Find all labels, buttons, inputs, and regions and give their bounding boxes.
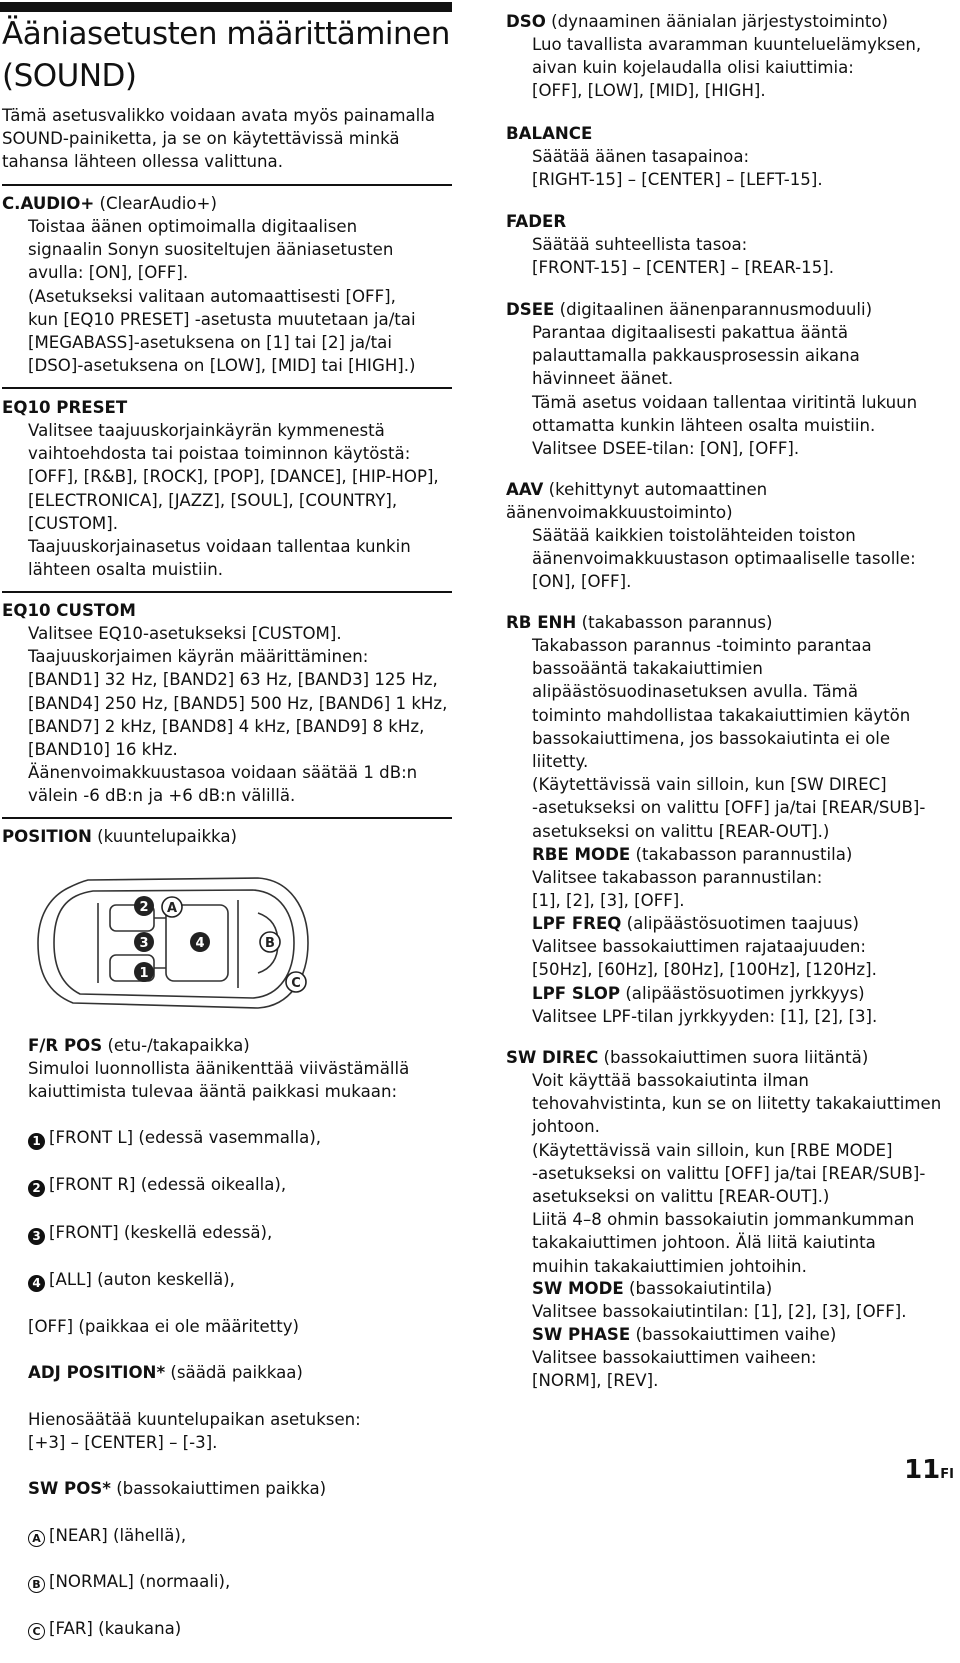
car-position-diagram xyxy=(28,858,318,1028)
rbe-mode-desc: Valitsee takabasson parannustilan: [1], [2], [3], [OFF]. xyxy=(532,868,823,911)
eq10-preset-heading: EQ10 PRESET xyxy=(2,398,128,417)
frpos-options xyxy=(28,1103,458,1663)
frpos-option: 2 [FRONT R] (edessä oikealla), xyxy=(28,1173,458,1197)
sw-marker-a xyxy=(162,897,182,917)
position-marker-2 xyxy=(134,896,154,916)
aav-desc: Säätää kaikkien toistolähteiden toiston äänenvoimakkuustason optimaaliselle tasolle: [ON], [OFF]. xyxy=(532,526,916,592)
svg-text:A: A xyxy=(166,901,178,916)
caudio-heading: C.AUDIO+ (ClearAudio+) xyxy=(2,194,217,213)
divider xyxy=(2,184,452,186)
marker-b-icon: B xyxy=(28,1576,45,1593)
position-marker-4 xyxy=(190,932,210,952)
lpf-freq-heading: LPF FREQ (alipäästösuotimen taajuus) xyxy=(532,914,859,933)
dsee-desc: Parantaa digitaalisesti pakattua ääntä palauttamalla pakkausprosessin aikana hävinneet äänet. Tämä asetus voidaan tallentaa viritintä lukuun ottamatta kunkin lähteen osalta muistiin. Valitsee DSEE-tilan: [ON], [OFF]. xyxy=(532,323,918,459)
frpos-option: 4 [ALL] (auton keskellä), xyxy=(28,1268,458,1292)
position-marker-1 xyxy=(134,962,154,982)
rbe-mode-heading: RBE MODE (takabasson parannustila) xyxy=(532,845,853,864)
eq10-preset-desc: Valitsee taajuuskorjainkäyrän kymmenestä vaihtoehdosta tai poistaa toiminnon käytöstä: [OFF], [R&B], [ROCK], [POP], [DANCE], [HIP-HOP], [ELECTRONICA], [JAZZ], [SOUL], [COUNTRY], [CUSTOM]. Taajuuskorjainasetus voidaan tallentaa kunkin lähteen osalta muistiin. xyxy=(28,421,439,580)
top-rule xyxy=(0,2,452,12)
frpos-desc: Simuloi luonnollista äänikenttää viivästämällä kaiuttimista tulevaa ääntä paikkasi mukaan: xyxy=(28,1059,410,1102)
sw-phase-desc: Valitsee bassokaiuttimen vaiheen: [NORM], [REV]. xyxy=(532,1348,817,1391)
divider xyxy=(2,817,452,819)
adj-position-heading: ADJ POSITION* (säädä paikkaa) xyxy=(28,1363,303,1383)
divider xyxy=(2,591,452,593)
marker-c-icon: C xyxy=(28,1623,45,1640)
marker-3-icon: 3 xyxy=(28,1228,45,1245)
sw-mode-desc: Valitsee bassokaiutintilan: [1], [2], [3], [OFF]. xyxy=(532,1302,907,1321)
position-heading: POSITION (kuuntelupaikka) xyxy=(2,827,238,846)
rb-enh-heading: RB ENH (takabasson parannus) xyxy=(506,613,773,632)
fader-desc: Säätää suhteellista tasoa: [FRONT-15] – [CENTER] – [REAR-15]. xyxy=(532,235,835,278)
frpos-heading: F/R POS (etu-/takapaikka) xyxy=(28,1036,250,1055)
divider xyxy=(2,387,452,389)
fader-heading: FADER xyxy=(506,212,567,231)
lpf-slop-heading: LPF SLOP (alipäästösuotimen jyrkkyys) xyxy=(532,984,865,1003)
dso-heading: DSO (dynaaminen äänialan järjestystoiminto) xyxy=(506,12,889,31)
sw-pos-option: C [FAR] (kaukana) xyxy=(28,1617,458,1640)
svg-text:4: 4 xyxy=(195,936,205,951)
dso-desc: Luo tavallista avaramman kuunteluelämyksen, aivan kuin kojelaudalla olisi kaiuttimia: [OFF], [LOW], [MID], [HIGH]. xyxy=(532,35,922,101)
sw-phase-heading: SW PHASE (bassokaiuttimen vaihe) xyxy=(532,1325,837,1344)
eq10-custom-heading: EQ10 CUSTOM xyxy=(2,601,136,620)
caudio-desc: Toistaa äänen optimoimalla digitaalisen signaalin Sonyn suositeltujen ääniasetusten avulla: [ON], [OFF]. (Asetukseksi valitaan automaattisesti [OFF], kun [EQ10 PRESET] -asetusta muutetaan ja/tai [MEGABASS]-asetuksena on [1] tai [2] ja/tai [DSO]-asetuksena on [LOW], [MID] tai [HIGH].) xyxy=(28,217,416,376)
marker-2-icon: 2 xyxy=(28,1180,45,1197)
frpos-option: 3 [FRONT] (keskellä edessä), xyxy=(28,1221,458,1245)
page-number: 11FI xyxy=(904,1455,954,1485)
sw-mode-heading: SW MODE (bassokaiutintila) xyxy=(532,1279,773,1298)
position-marker-3 xyxy=(134,932,154,952)
sw-direc-heading: SW DIREC (bassokaiuttimen suora liitäntä) xyxy=(506,1048,869,1067)
svg-text:2: 2 xyxy=(139,900,149,915)
lpf-freq-desc: Valitsee bassokaiuttimen rajataajuuden: [50Hz], [60Hz], [80Hz], [100Hz], [120Hz]. xyxy=(532,937,877,980)
sw-pos-option: A [NEAR] (lähellä), xyxy=(28,1524,458,1547)
dsee-heading: DSEE (digitaalinen äänenparannusmoduuli) xyxy=(506,300,873,319)
balance-desc: Säätää äänen tasapainoa: [RIGHT-15] – [CENTER] – [LEFT-15]. xyxy=(532,147,823,190)
sw-pos-heading: SW POS* (bassokaiuttimen paikka) xyxy=(28,1479,327,1499)
adj-position-desc: Hienosäätää kuuntelupaikan asetuksen: [+3] – [CENTER] – [-3]. xyxy=(28,1409,361,1453)
balance-heading: BALANCE xyxy=(506,124,593,143)
svg-text:3: 3 xyxy=(139,936,149,951)
rb-enh-desc: Takabasson parannus -toiminto parantaa bassoääntä takakaiuttimien alipäästösuodinasetuksen avulla. Tämä toiminto mahdollistaa takakaiuttimien käytön bassokaiuttimena, jos bassokaiutinta ei ole liitetty. (Käytettävissä vain silloin, kun [SW DIREC] -asetukseksi on valittu [OFF] ja/tai [REAR/SUB]- asetukseksi on valittu [REAR-OUT].) xyxy=(532,636,926,841)
aav-heading: AAV (kehittynyt automaattinen äänenvoimakkuustoiminto) xyxy=(506,480,768,523)
sw-marker-b xyxy=(260,932,280,952)
svg-text:C: C xyxy=(291,976,301,991)
frpos-option-off: [OFF] (paikkaa ei ole määritetty) xyxy=(28,1317,299,1337)
marker-4-icon: 4 xyxy=(28,1275,45,1292)
marker-1-icon: 1 xyxy=(28,1133,45,1150)
page-title: Ääniasetusten määrittäminen (SOUND) xyxy=(2,16,450,94)
marker-a-icon: A xyxy=(28,1530,45,1547)
svg-text:1: 1 xyxy=(139,966,149,981)
svg-text:B: B xyxy=(265,936,275,951)
intro-text: Tämä asetusvalikko voidaan avata myös painamalla SOUND-painiketta, ja se on käytettävissä minkä tahansa lähteen ollessa valittuna. xyxy=(2,106,436,172)
eq10-custom-desc: Valitsee EQ10-asetukseksi [CUSTOM]. Taajuuskorjaimen käyrän määrittäminen: [BAND1] 32 Hz, [BAND2] 63 Hz, [BAND3] 125 Hz, [BAND4] 250 Hz, [BAND5] 500 Hz, [BAND6] 1 kHz, [BAND7] 2 kHz, [BAND8] 4 kHz, [BAND9] 8 kHz, [BAND10] 16 kHz. Äänenvoimakkuustasoa voidaan säätää 1 dB:n välein -6 dB:n ja +6 dB:n välillä. xyxy=(28,624,448,806)
sw-pos-option: B [NORMAL] (normaali), xyxy=(28,1570,458,1593)
sw-direc-desc: Voit käyttää bassokaiutinta ilman tehovahvistinta, kun se on liitetty takakaiuttimen johtoon. (Käytettävissä vain silloin, kun [RBE MODE] -asetukseksi on valittu [OFF] ja/tai [REAR/SUB]- asetukseksi on valittu [REAR-OUT].) Liitä 4–8 ohmin bassokaiutin jommankumman takakaiuttimen johtoon. Älä liitä kaiutinta muihin takakaiuttimien johtoihin. xyxy=(532,1071,942,1276)
frpos-option: 1 [FRONT L] (edessä vasemmalla), xyxy=(28,1126,458,1150)
lpf-slop-desc: Valitsee LPF-tilan jyrkkyyden: [1], [2], [3]. xyxy=(532,1007,878,1026)
sw-marker-c xyxy=(286,972,306,992)
